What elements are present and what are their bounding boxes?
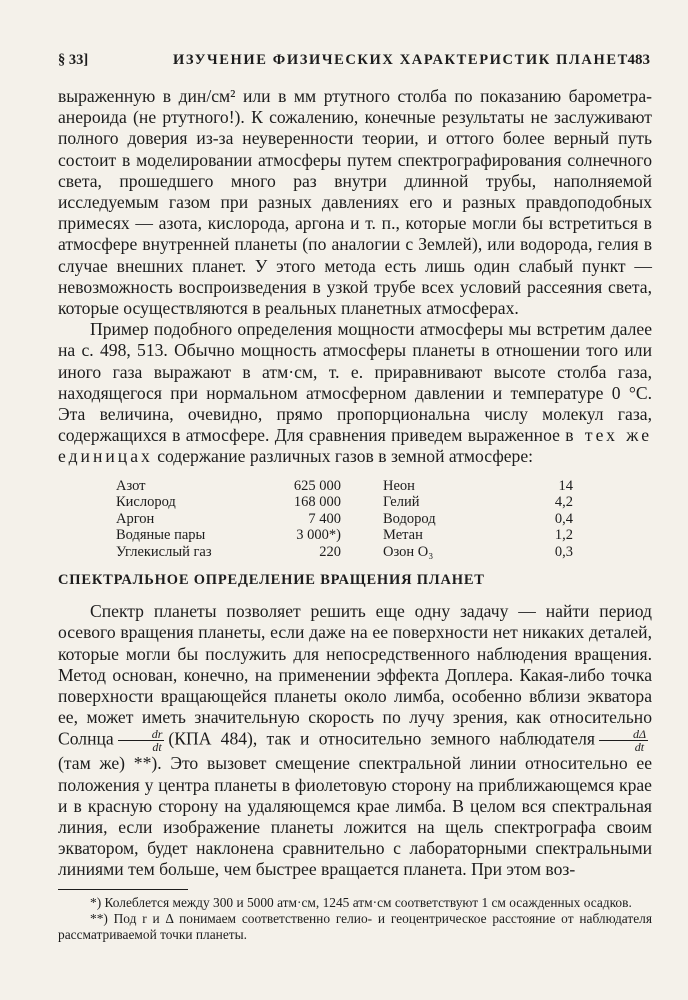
gas-name: Углекислый газ	[116, 543, 212, 560]
gas-value: 14	[558, 477, 573, 494]
table-row	[116, 527, 573, 544]
section-number: § 33]	[58, 52, 89, 68]
gas-name: Аргон	[116, 510, 155, 527]
fraction-numerator: dr	[118, 728, 165, 741]
fraction-dr-dt	[118, 728, 165, 753]
gas-value: 1,2	[554, 527, 573, 544]
section-heading: СПЕКТРАЛЬНОЕ ОПРЕДЕЛЕНИЕ ВРАЩЕНИЯ ПЛАНЕТ	[58, 572, 485, 589]
gas-name: Метан	[383, 527, 423, 544]
fraction-numerator: dΔ	[599, 728, 648, 741]
gas-value: 0,4	[554, 510, 573, 527]
gas-name: Водород	[383, 510, 436, 527]
gas-value: 168 000	[293, 494, 341, 511]
table-row	[116, 511, 573, 528]
gas-name: Азот	[116, 477, 146, 494]
fraction-denominator: dt	[152, 740, 162, 755]
running-header	[58, 52, 650, 74]
footnote: **) Под r и Δ понимаем соответственно гелио- и геоцентрическое расстояние от наблюдателя рассматриваемой точки планеты.	[58, 910, 652, 942]
gas-value: 7 400	[308, 510, 341, 527]
paragraph-rotation	[58, 601, 652, 880]
fraction-ddelta-dt	[599, 728, 648, 753]
gas-name: Гелий	[383, 494, 420, 511]
gas-value: 0,3	[554, 543, 573, 560]
paragraph-text: Пример подобного определения мощности атмосферы мы встретим далее на с. 498, 513. Обычно мощность атмосферы планеты в отношении того или иного газа выражают в атм·см, т. е. приравнивают высоте столба газа, находящегося при нормальном атмосферном давлении и температуре 0 °С. Эта величина, очевидно, прямо пропорциональна числу молекул газа, содержащихся в атмосфере. Для сравнения приведем выраженное	[58, 319, 652, 446]
gas-value: 3 000*)	[296, 527, 341, 544]
paragraph-text: (там же) **). Это вызовет смещение спектральной линии относительно ее положения у центра планеты в фиолетовую сторону на приближающемся крае и в красную сторону на удаляющемся крае лимба. В целом вся спектральная линия, если изображение планеты ложится на щель спектрографа своим экватором, будет наклонена сравнительно с лабораторными спектральными линиями тем больше, чем быстрее вращается планета. При этом воз-	[58, 753, 652, 880]
gas-name: Неон	[383, 477, 415, 494]
paragraph-text: содержание различных газов в земной атмосфере:	[152, 446, 534, 467]
gas-value: 4,2	[554, 494, 573, 511]
paragraph-atmosphere-power	[58, 319, 652, 467]
footnote-divider	[58, 889, 188, 890]
table-row	[116, 544, 573, 561]
footnote: *) Колеблется между 300 и 5000 атм·см, 1245 атм·см соответствуют 1 см осажденных осадков.	[90, 894, 632, 910]
paragraph-text: (КПА 484), так и относительно земного наблюдателя	[168, 728, 595, 749]
running-title: ИЗУЧЕНИЕ ФИЗИЧЕСКИХ ХАРАКТЕРИСТИК ПЛАНЕТ	[173, 52, 629, 68]
spaced-emphasis: в тех же единицах	[58, 425, 653, 467]
gas-name: Озон O₃	[383, 543, 434, 560]
gas-value: 625 000	[293, 477, 341, 494]
fraction-denominator: dt	[634, 740, 645, 755]
table-row	[116, 478, 573, 495]
paragraph-text: Спектр планеты позволяет решить еще одну задачу — найти период осевого вращения планеты, если даже на ее поверхности нет никаких деталей, которые могли бы послужить для непосредственного наблюдения вращения. Метод основан, конечно, на применении эффекта Доплера. Какая-либо точка поверхности вращающейся планеты около лимба, особенно вблизи экватора ее, может иметь значительную скорость по лучу зрения, как относительно Солнца	[58, 601, 652, 749]
gas-value: 220	[319, 543, 341, 560]
gas-content-table	[116, 478, 573, 561]
gas-name: Кислород	[116, 494, 176, 511]
table-row	[116, 494, 573, 511]
page-number: 483	[627, 52, 650, 68]
gas-name: Водяные пары	[116, 527, 206, 544]
paragraph-continuation: выраженную в дин/см² или в мм ртутного столба по показанию барометра-анероида (не ртутного!). К сожалению, конечные результаты не заслуживают полного доверия из-за неуверенности теории, и оттого более верный путь состоит в моделировании атмосферы путем спектрографирования солнечного света, прошедшего много раз внутри длинной трубы, наполняемой исследуемым газом при разных давлениях его и разных правдоподобных примесях — азота, кислорода, аргона и т. п., которые могли бы встретиться в атмосфере внутренней планеты (по аналогии с Землей), или водорода, гелия в случае внешних планет. У этого метода есть лишь один слабый пункт — невозможность воспроизведения в узкой трубе всех условий рассеяния света, которые осуществляются в реальных планетных атмосферах.	[58, 86, 652, 319]
page-body	[58, 86, 652, 943]
